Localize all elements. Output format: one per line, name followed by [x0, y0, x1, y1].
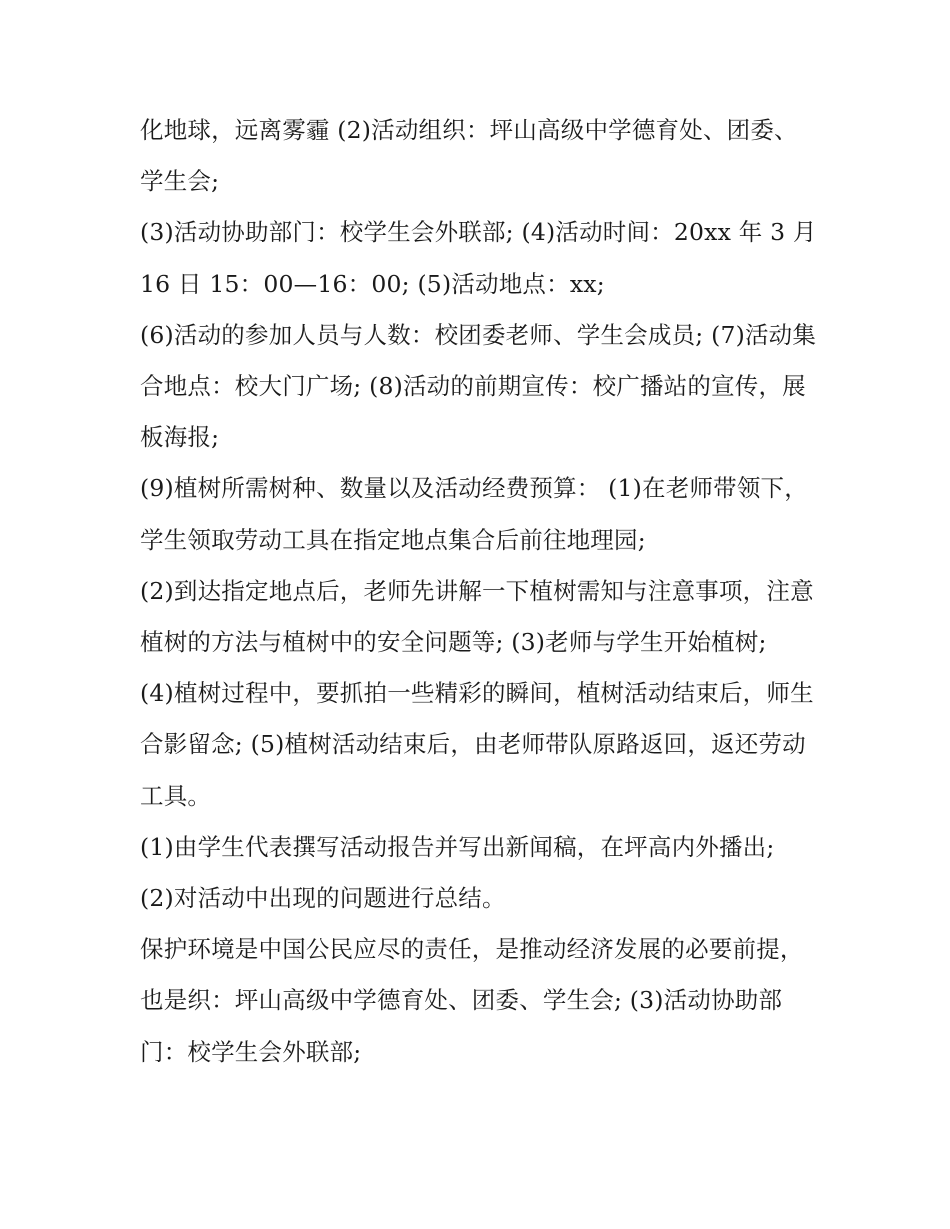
paragraph: 保护环境是中国公民应尽的责任，是推动经济发展的必要前提，也是织：坪山高级中学德育处、团委、学生会; (3)活动协助部门：校学生会外联部;	[140, 935, 804, 1066]
paragraph: (2)到达指定地点后，老师先讲解一下植树需知与注意事项，注意植树的方法与植树中的安全问题等; (3)老师与学生开始植树;	[140, 576, 814, 657]
document-body	[140, 105, 820, 1078]
paragraph: (2)对活动中出现的问题进行总结。	[140, 884, 506, 913]
paragraph: (9)植树所需树种、数量以及活动经费预算： (1)在老师带领下，学生领取劳动工具在指定地点集合后前往地理园;	[140, 474, 808, 554]
paragraph: (6)活动的参加人员与人数：校团委老师、学生会成员; (7)活动集合地点：校大门广场; (8)活动的前期宣传：校广播站的宣传，展板海报;	[140, 320, 817, 452]
paragraph: (3)活动协助部门：校学生会外联部; (4)活动时间：20xx 年 3 月 16 日 15：00—16：00; (5)活动地点：xx;	[140, 218, 817, 298]
paragraph: (1)由学生代表撰写活动报告并写出新闻稿，在坪高内外播出;	[140, 832, 775, 861]
paragraph: 化地球，远离雾霾 (2)活动组织：坪山高级中学德育处、团委、学生会;	[140, 116, 798, 196]
paragraph: (4)植树过程中，要抓拍一些精彩的瞬间，植树活动结束后，师生合影留念; (5)植树活动结束后，由老师带队原路返回，返还劳动工具。	[140, 679, 814, 810]
